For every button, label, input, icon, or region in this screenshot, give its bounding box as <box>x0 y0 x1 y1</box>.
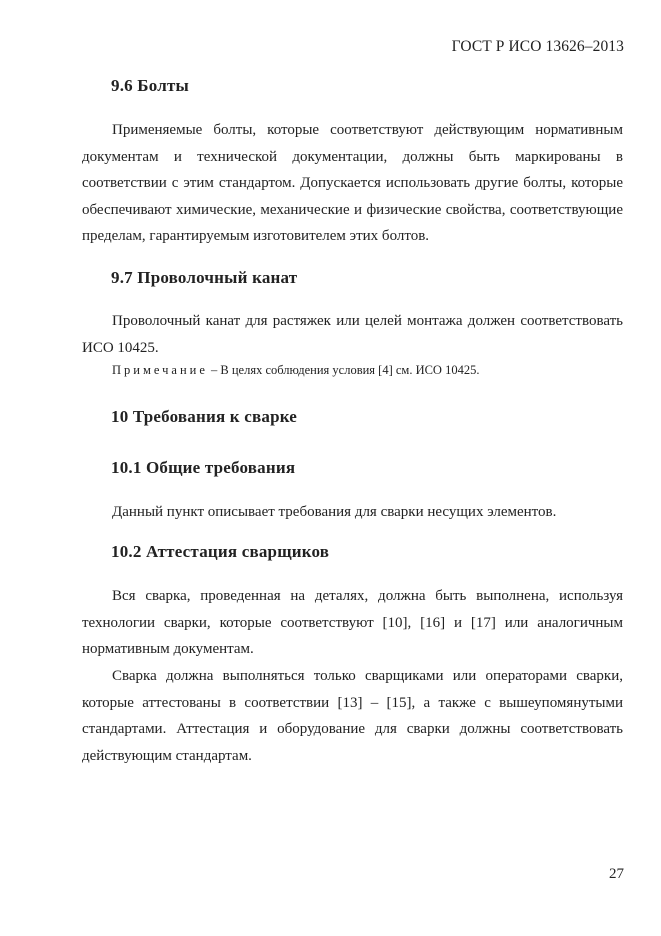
section-9-6-heading: 9.6 Болты <box>111 76 189 95</box>
note-label: Примечание <box>112 363 208 377</box>
section-10-1-paragraph: Данный пункт описывает требования для сварки несущих элементов. <box>112 504 557 520</box>
section-9-7-heading: 9.7 Проволочный канат <box>111 268 298 287</box>
page-number: 27 <box>609 866 624 882</box>
section-10-1-heading: 10.1 Общие требования <box>111 458 296 477</box>
section-10-2-paragraph-1: Вся сварка, проведенная на деталях, должна быть выполнена, используя технологии сварки, которые соответствуют [10], [16] и [17] или аналогичным нормативным документам. <box>82 588 623 657</box>
document-code-header: ГОСТ Р ИСО 13626–2013 <box>451 38 624 55</box>
section-10-2-heading: 10.2 Аттестация сварщиков <box>111 542 330 561</box>
note-text: – В целях соблюдения условия [4] см. ИСО 10425. <box>207 363 480 377</box>
section-10-2-paragraph-2: Сварка должна выполняться только сварщиками или операторами сварки, которые аттестованы в соответствии [13] – [15], а также с вышеупомянутыми стандартами. Аттестация и оборудование для сварки должны соответствовать действующим стандартам. <box>82 668 623 764</box>
section-9-7-paragraph: Проволочный канат для растяжек или целей монтажа должен соответствовать ИСО 10425. <box>82 313 623 356</box>
section-9-7-note <box>112 363 479 378</box>
section-9-6-paragraph: Применяемые болты, которые соответствуют действующим нормативным документам и технической документации, должны быть маркированы в соответствии с этим стандартом. Допускается использовать другие болты, которые обеспечивают химические, механические и физические свойства, соответствующие пределам, гарантируемым изготовителем этих болтов. <box>82 122 623 244</box>
section-10-heading: 10 Требования к сварке <box>111 407 298 426</box>
